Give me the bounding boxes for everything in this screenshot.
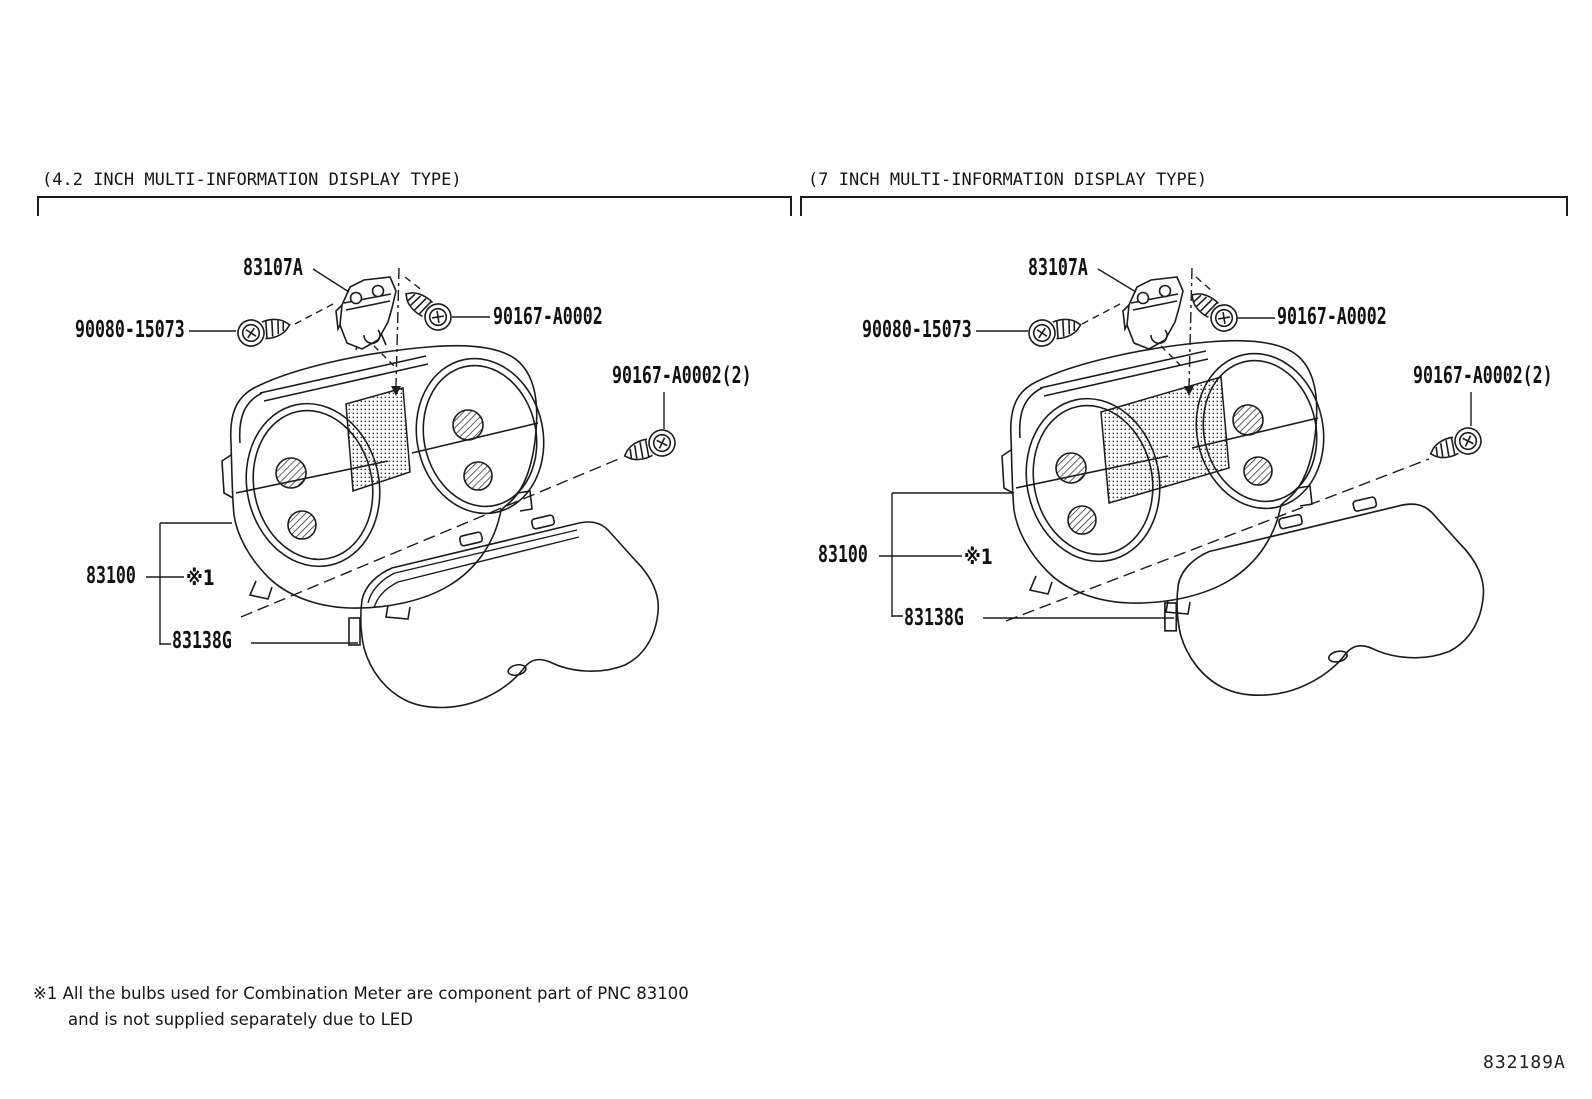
part-label-90167-A0002: 90167-A0002 [1277,304,1387,330]
screw-icon [1184,284,1242,336]
section-header-4inch: (4.2 INCH MULTI-INFORMATION DISPLAY TYPE) [42,170,462,190]
part-label-90167-A0002-qty2: 90167-A0002(2) [1413,363,1553,389]
screw-icon [236,312,293,348]
part-label-83107A: 83107A [1028,255,1088,281]
part-label-83138G: 83138G [172,628,232,654]
screw-icon [620,426,678,468]
section-bracket-left [38,197,791,216]
figure-code: 832189A [1483,1052,1566,1073]
ref-mark-1: ※1 [964,545,993,569]
part-label-90080-15073: 90080-15073 [75,317,185,343]
screw-icon [1426,424,1484,466]
bracket-part-drawing [1123,277,1183,349]
screw-icon [1027,312,1084,348]
screw-icon [398,283,456,335]
part-label-90167-A0002-qty2: 90167-A0002(2) [612,363,752,389]
part-label-83100: 83100 [86,563,136,589]
bracket-part-drawing [336,277,396,349]
ref-mark-1: ※1 [186,566,215,590]
section-bracket-right [801,197,1567,216]
part-label-90167-A0002: 90167-A0002 [493,304,603,330]
footnote-line2: and is not supplied separately due to LED [68,1010,413,1029]
section-header-7inch: (7 INCH MULTI-INFORMATION DISPLAY TYPE) [808,170,1208,190]
part-label-83107A: 83107A [243,255,303,281]
part-label-90080-15073: 90080-15073 [862,317,972,343]
display-4inch-area [346,388,410,491]
part-label-83138G: 83138G [904,605,964,631]
part-label-83100: 83100 [818,542,868,568]
footnote-line1: ※1 All the bulbs used for Combination Meter are component part of PNC 83100 [33,984,689,1003]
